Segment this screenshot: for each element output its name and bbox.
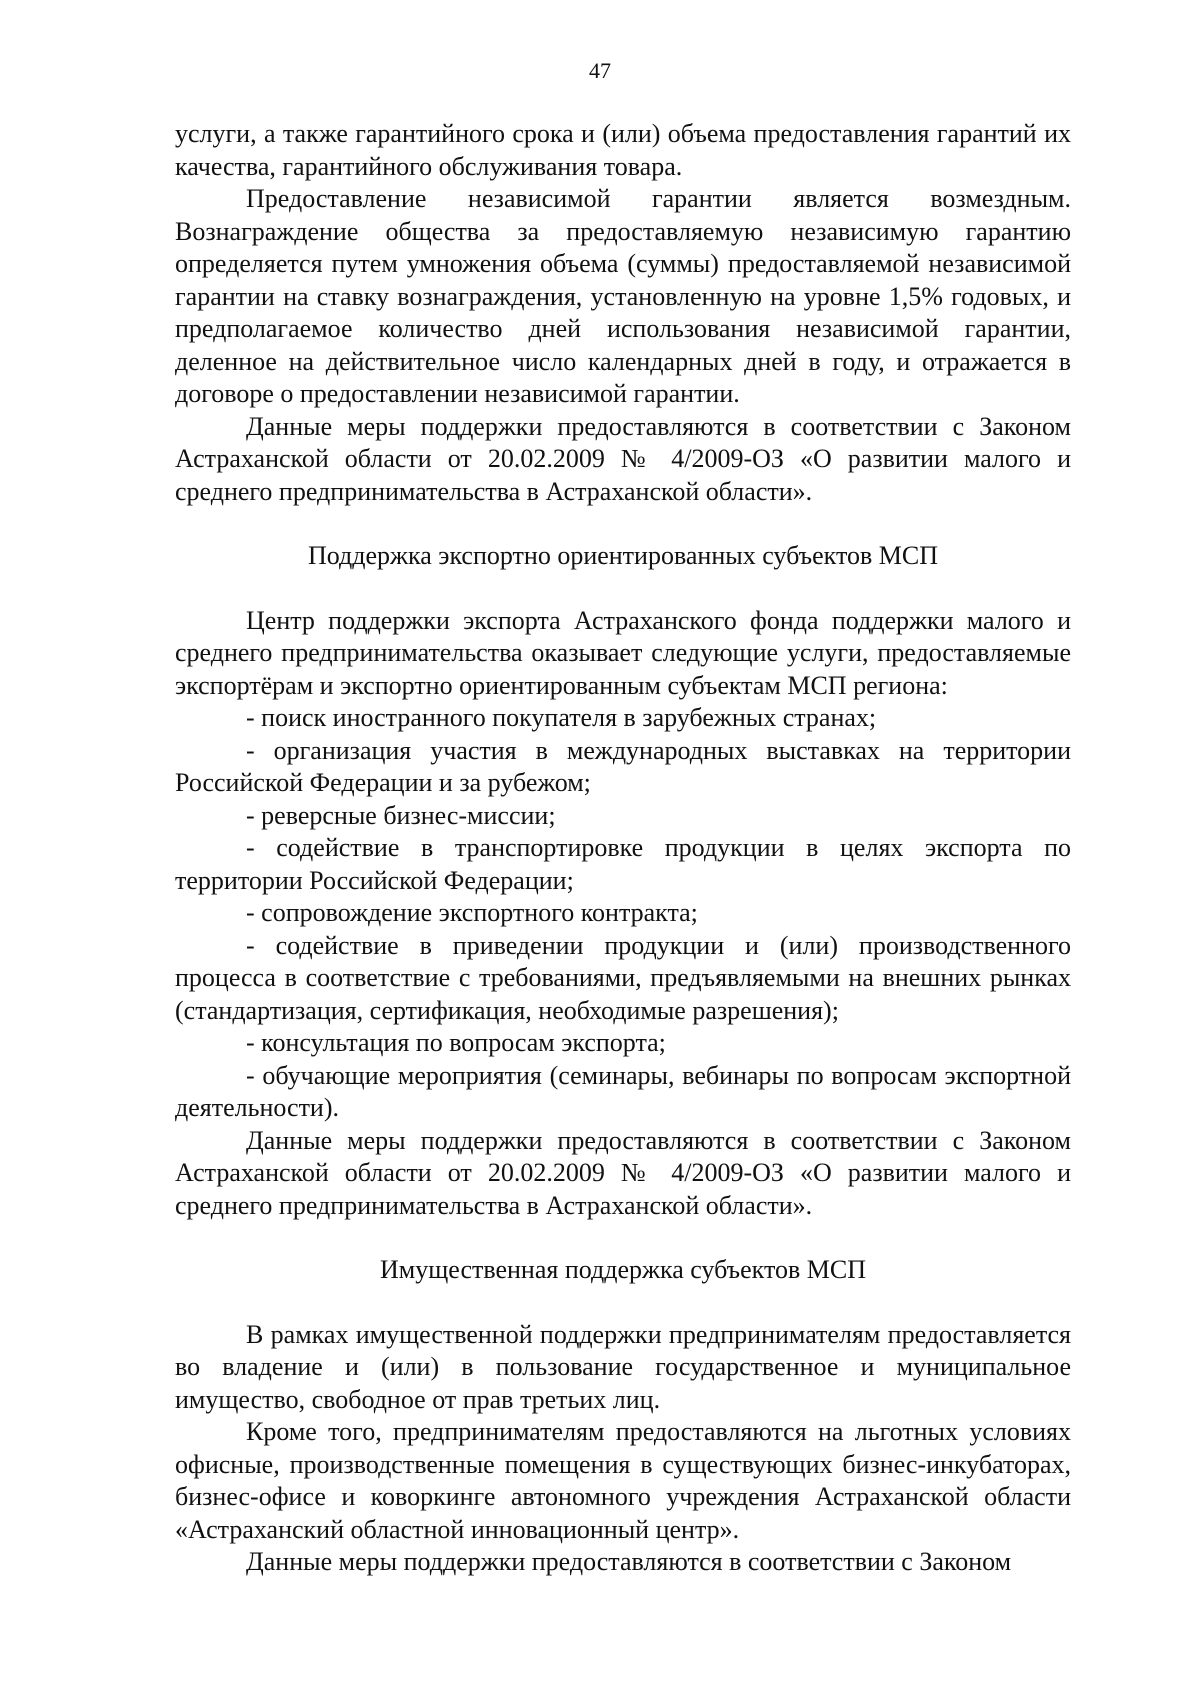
list-item: - организация участия в международных выставках на территории Российской Федерации и за рубежом; <box>175 735 1071 797</box>
list-item: - реверсные бизнес-миссии; <box>246 800 556 830</box>
list-item: - сопровождение экспортного контракта; <box>246 898 698 927</box>
paragraph: Центр поддержки экспорта Астраханского фонда поддержки малого и среднего предпринимательства оказывает следующие услуги, предоставляемые экспортёрам и экспортно ориентированным субъектам МСП региона: <box>175 605 1071 700</box>
list-item: - поиск иностранного покупателя в зарубежных странах; <box>246 703 877 732</box>
document-body <box>175 118 1071 1579</box>
list-item: - обучающие мероприятия (семинары, вебинары по вопросам экспортной деятельности). <box>175 1060 1071 1122</box>
paragraph: Предоставление независимой гарантии является возмездным. Вознаграждение общества за предоставляемую независимую гарантию определяется путем умножения объема (суммы) предоставляемой независимой гарантии на ставку вознаграждения, установленную на уровне 1,5% годовых, и предполагаемое количество дней использования независимой гарантии, деленное на действительное число календарных дней в году, и отражается в договоре о предоставлении независимой гарантии. <box>175 184 1071 408</box>
paragraph: Кроме того, предпринимателям предоставляются на льготных условиях офисные, производственные помещения в существующих бизнес-инкубаторах, бизнес-офисе и коворкинге автономного учреждения Астраханской области «Астраханский областной инновационный центр». <box>175 1417 1071 1544</box>
paragraph: Данные меры поддержки предоставляются в соответствии с Законом Астраханской области от 20.02.2009 № 4/2009-ОЗ «О развитии малого и среднего предпринимательства в Астраханской области». <box>175 1125 1071 1220</box>
page-number: 47 <box>589 58 611 83</box>
list-item: - содействие в транспортировке продукции в целях экспорта по территории Российской Федерации; <box>175 833 1071 895</box>
list-item: - содействие в приведении продукции и (или) производственного процесса в соответствие с требованиями, предъявляемыми на внешних рынках (стандартизация, сертификация, необходимые разрешения); <box>175 930 1071 1025</box>
paragraph: Данные меры поддержки предоставляются в соответствии с Законом Астраханской области от 20.02.2009 № 4/2009-ОЗ «О развитии малого и среднего предпринимательства в Астраханской области». <box>175 411 1071 506</box>
section-heading: Поддержка экспортно ориентированных субъектов МСП <box>308 541 938 570</box>
section-heading: Имущественная поддержка субъектов МСП <box>380 1255 866 1284</box>
paragraph: В рамках имущественной поддержки предпринимателям предоставляется во владение и (или) в пользование государственное и муниципальное имущество, свободное от прав третьих лиц. <box>175 1319 1071 1414</box>
list-item: - консультация по вопросам экспорта; <box>246 1028 666 1057</box>
paragraph: услуги, а также гарантийного срока и (или) объема предоставления гарантий их качества, гарантийного обслуживания товара. <box>175 119 1071 181</box>
paragraph: Данные меры поддержки предоставляются в соответствии с Законом <box>246 1547 1012 1576</box>
